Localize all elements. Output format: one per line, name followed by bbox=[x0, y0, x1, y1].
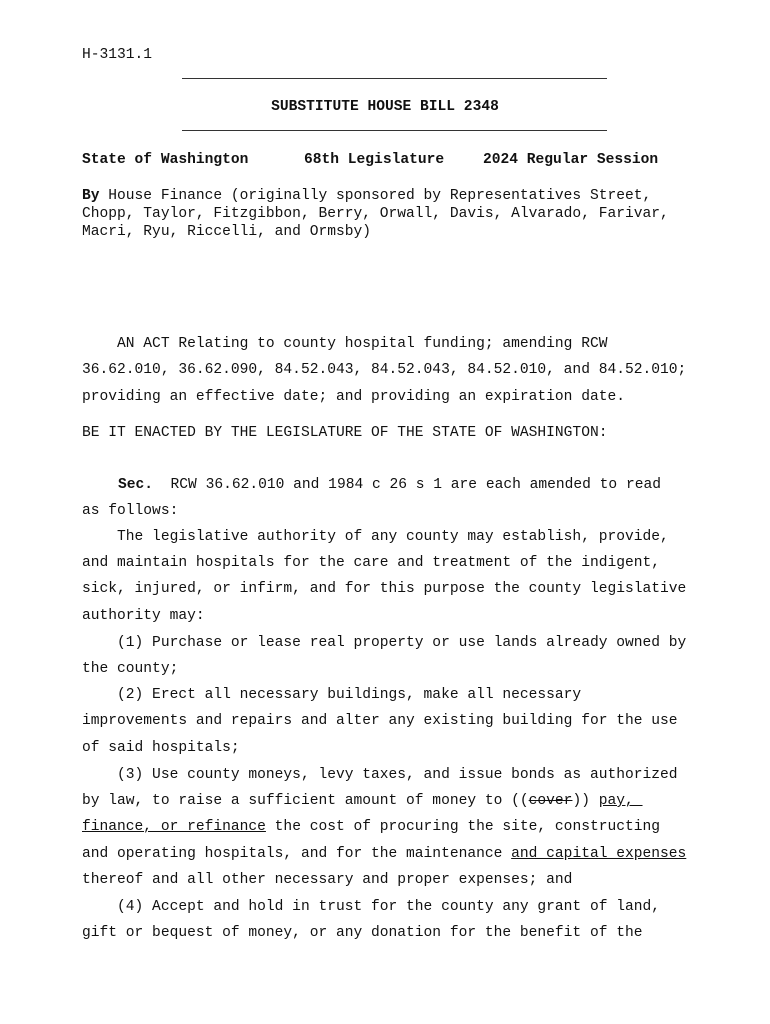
item-2-line-2: improvements and repairs and alter any existing building for the use bbox=[82, 713, 678, 729]
section-heading bbox=[118, 476, 661, 494]
item-3-text-d: and operating hospitals, and for the maintenance bbox=[82, 846, 512, 862]
act-line-3: providing an effective date; and providing an expiration date. bbox=[82, 389, 625, 405]
item-4-line-1: (4) Accept and hold in trust for the county any grant of land, bbox=[82, 899, 661, 915]
enacting-clause: BE IT ENACTED BY THE LEGISLATURE OF THE STATE OF WASHINGTON: bbox=[82, 425, 608, 441]
para-1-line-4: authority may: bbox=[82, 608, 205, 624]
act-line-1: AN ACT Relating to county hospital funding; amending RCW bbox=[82, 336, 608, 352]
item-3-line-5: thereof and all other necessary and proper expenses; and bbox=[82, 872, 573, 888]
para-1-line-2: and maintain hospitals for the care and treatment of the indigent, bbox=[82, 555, 661, 571]
sec-label: Sec. bbox=[118, 477, 154, 493]
inserted-text: and capital expenses bbox=[511, 846, 687, 862]
section-line-2: as follows: bbox=[82, 503, 179, 519]
item-3-text-b: )) bbox=[572, 793, 599, 809]
bottom-rule bbox=[182, 130, 607, 131]
legislature: 68th Legislature bbox=[304, 152, 445, 168]
bill-code: H-3131.1 bbox=[82, 47, 153, 63]
item-3-line-1: (3) Use county moneys, levy taxes, and issue bonds as authorized bbox=[82, 767, 678, 783]
session: 2024 Regular Session bbox=[483, 152, 659, 168]
state-name: State of Washington bbox=[82, 152, 249, 168]
bill-title: SUBSTITUTE HOUSE BILL 2348 bbox=[271, 99, 499, 115]
para-1-line-3: sick, injured, or infirm, and for this purpose the county legislative bbox=[82, 581, 687, 597]
by-label: By bbox=[82, 188, 100, 204]
inserted-text: finance, or refinance bbox=[82, 819, 266, 835]
item-3-line-3 bbox=[82, 818, 660, 836]
sec-text: RCW 36.62.010 and 1984 c 26 s 1 are each amended to read bbox=[153, 477, 661, 493]
sponsors-line-3: Macri, Ryu, Riccelli, and Ormsby) bbox=[82, 224, 372, 240]
item-3-text-a: by law, to raise a sufficient amount of money to (( bbox=[82, 793, 529, 809]
item-1-line-1: (1) Purchase or lease real property or use lands already owned by bbox=[82, 635, 687, 651]
struck-text: cover bbox=[528, 793, 573, 809]
act-line-2: 36.62.010, 36.62.090, 84.52.043, 84.52.043, 84.52.010, and 84.52.010; bbox=[82, 362, 687, 378]
item-4-line-2: gift or bequest of money, or any donation for the benefit of the bbox=[82, 925, 643, 941]
item-2-line-3: of said hospitals; bbox=[82, 740, 240, 756]
item-3-line-4 bbox=[82, 845, 686, 863]
sponsors-text: House Finance (originally sponsored by Representatives Street, bbox=[99, 188, 652, 204]
item-3-line-2 bbox=[82, 792, 643, 810]
item-3-text-c: the cost of procuring the site, constructing bbox=[265, 819, 661, 835]
item-1-line-2: the county; bbox=[82, 661, 179, 677]
item-2-line-1: (2) Erect all necessary buildings, make all necessary bbox=[82, 687, 582, 703]
top-rule bbox=[182, 78, 607, 79]
inserted-text: pay, bbox=[598, 793, 643, 809]
sponsors-line-2: Chopp, Taylor, Fitzgibbon, Berry, Orwall, Davis, Alvarado, Farivar, bbox=[82, 206, 669, 222]
sponsors-line-1 bbox=[82, 187, 651, 205]
para-1-line-1: The legislative authority of any county may establish, provide, bbox=[82, 529, 669, 545]
